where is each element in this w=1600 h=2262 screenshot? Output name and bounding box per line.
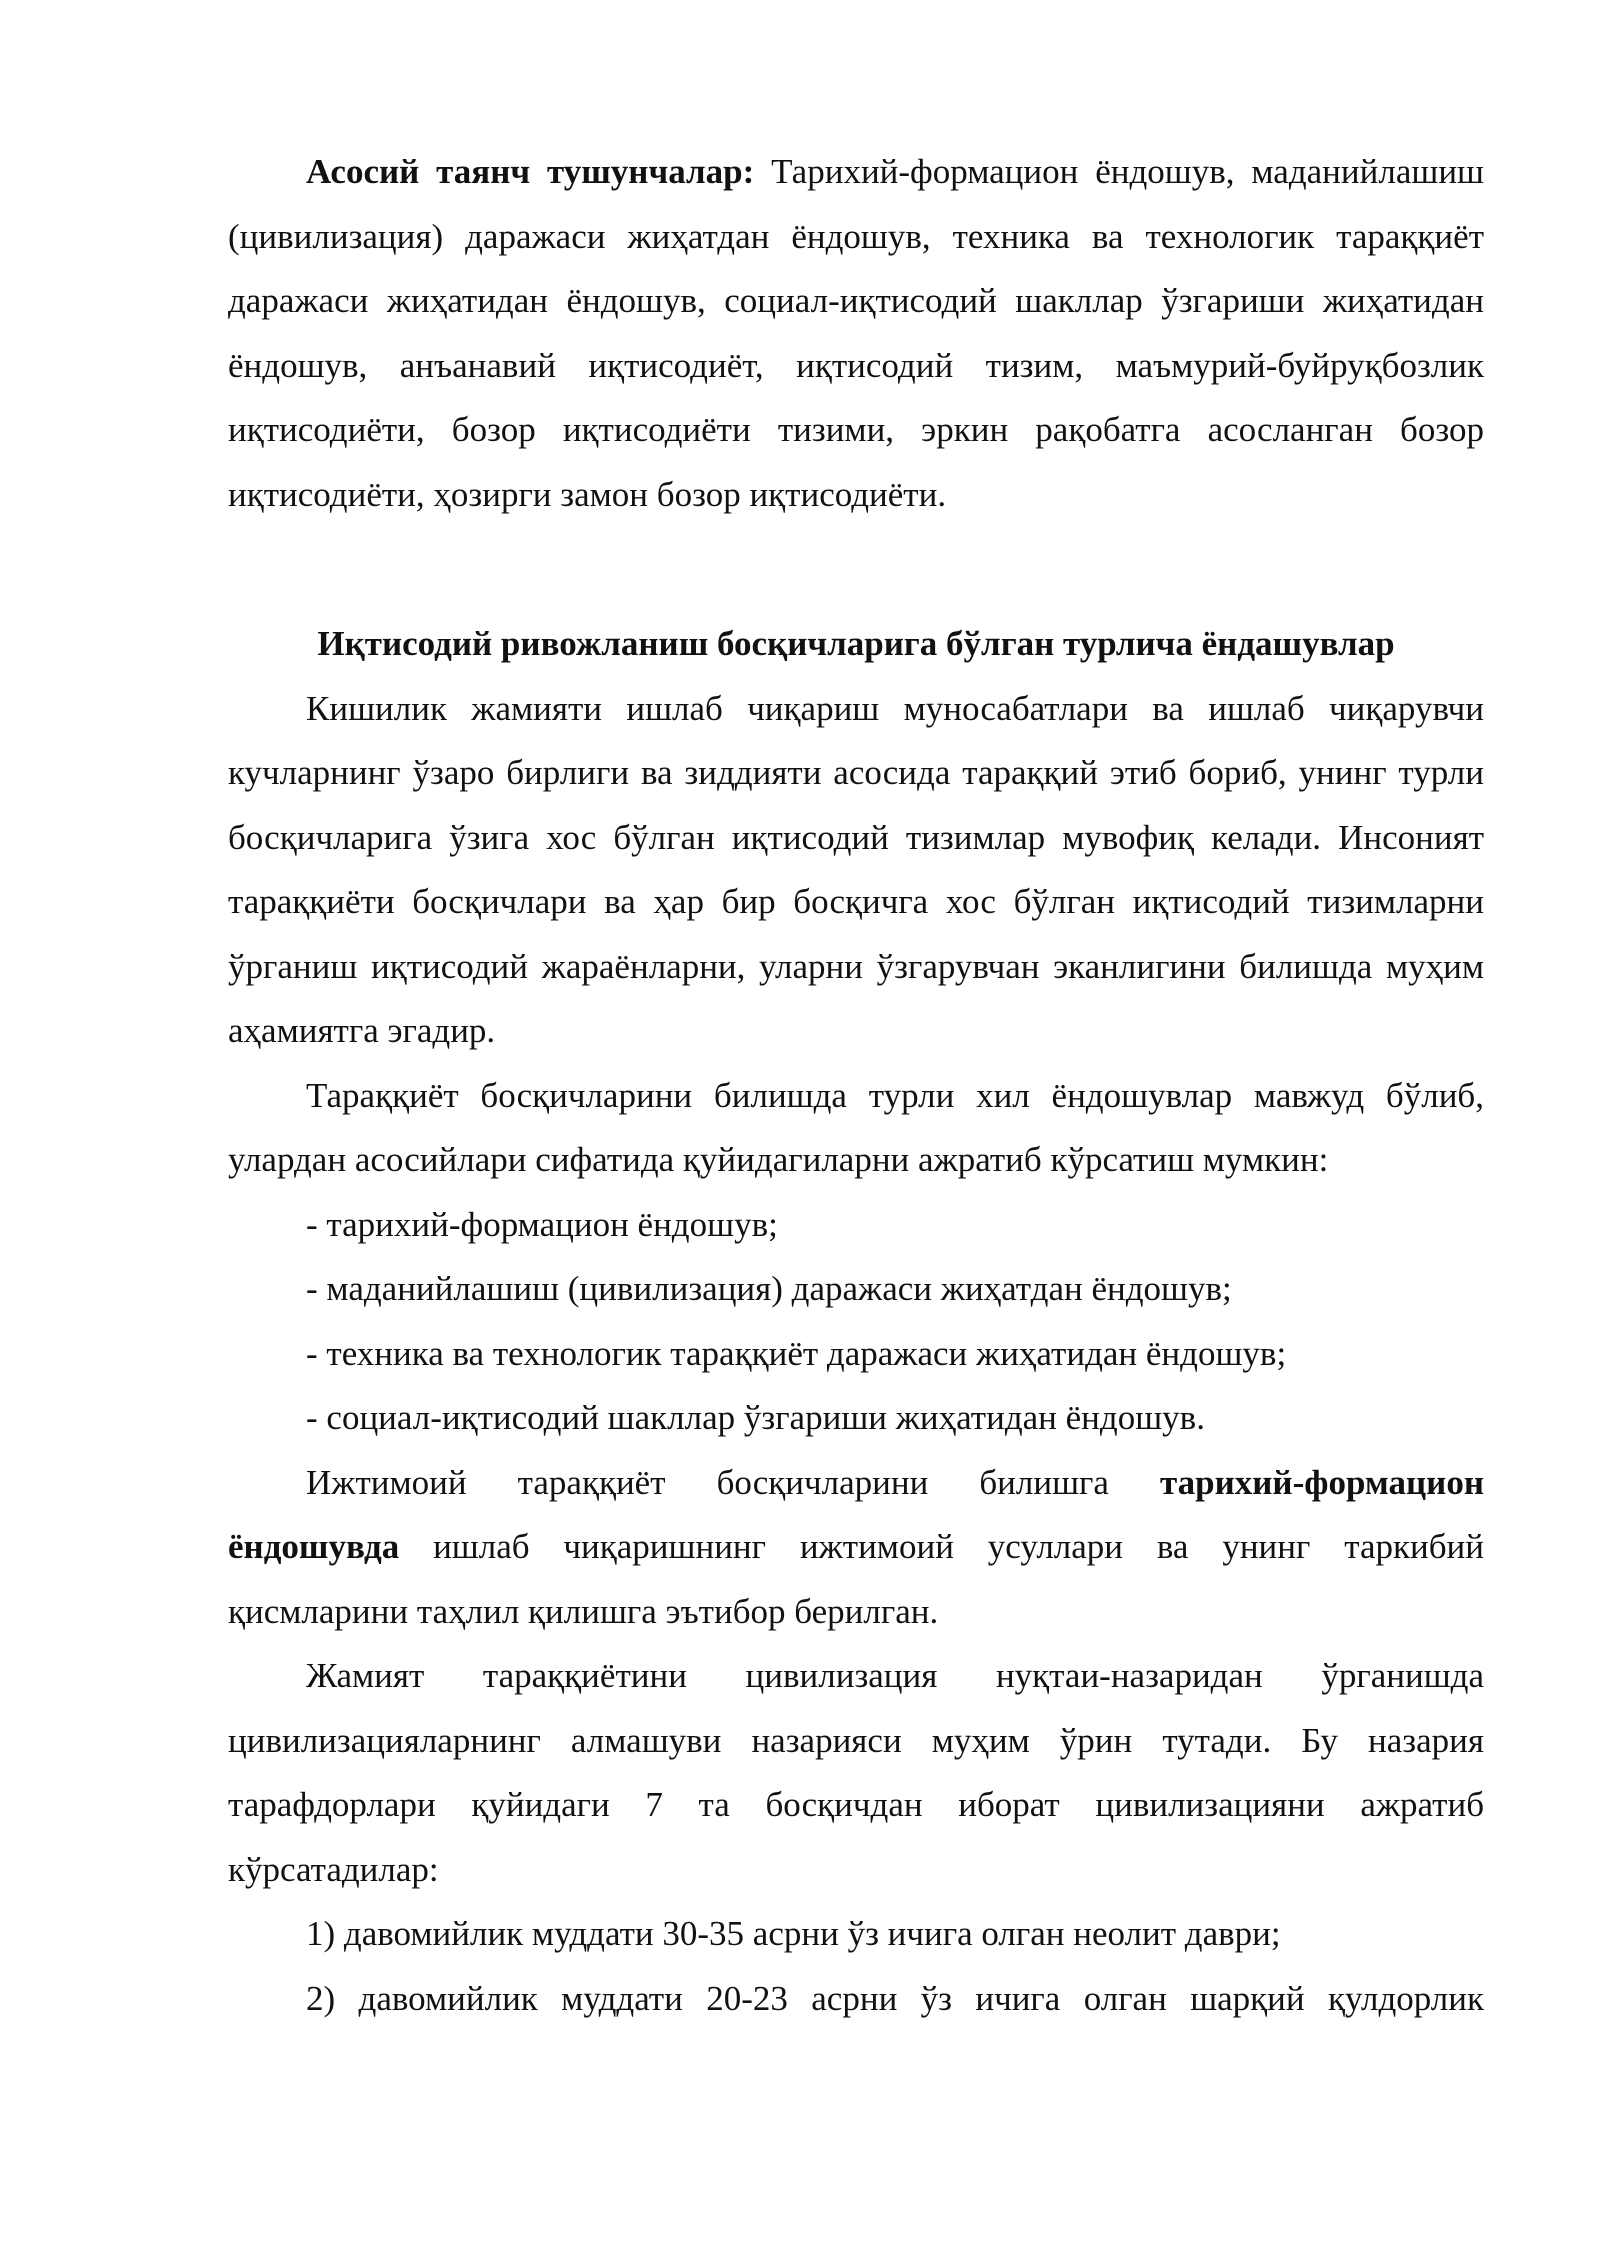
section-heading: Иқтисодий ривожланиш босқичларига бўлган турлича ёндашувлар (317, 624, 1395, 663)
paragraph-3-end: ишлаб чиқаришнинг ижтимоий усуллари ва унинг таркибий қисмларини таҳлил қилишга эътибор берилган. (228, 1527, 1484, 1631)
list-item: - техника ва технологик тараққиёт даражаси жиҳатидан ёндошув; (306, 1333, 1287, 1373)
key-terms-paragraph (228, 140, 1484, 527)
key-terms-label: Асосий таянч тушунчалар: (306, 152, 755, 191)
paragraph-3-bold-term: тарихий-формацион ёндошувда (228, 1462, 1484, 1566)
paragraph-4: Жамият тараққиётини цивилизация нуқтаи-назаридан ўрганишда цивилизацияларнинг алмашуви назарияси муҳим ўрин тутади. Бу назария тарафдорлари қуйидаги 7 та босқичдан иборат цивилизацияни ажратиб кўрсатадилар: (228, 1656, 1484, 1889)
list-item: - социал-иқтисодий шакллар ўзгариши жиҳатидан ёндошув. (306, 1398, 1205, 1437)
paragraph-1: Кишилик жамияти ишлаб чиқариш муносабатлари ва ишлаб чиқарувчи кучларнинг ўзаро бирлиги ва зиддияти асосида тараққий этиб бориб, унинг турли босқичларига ўзига хос бўлган иқтисодий тизимлар мувофиқ келади. Инсоният тараққиёти босқичлари ва ҳар бир босқичга хос бўлган иқтисодий тизимларни ўрганиш иқтисодий жараёнларни, уларни ўзгарувчан эканлигини билишда муҳим аҳамиятга эгадир. (228, 688, 1484, 1050)
paragraph-3 (228, 1451, 1484, 1645)
numbered-item: 1) давомийлик муддати 30-35 асрни ўз ичига олган неолит даври; (306, 1914, 1281, 1953)
list-item: - маданийлашиш (цивилизация) даражаси жиҳатдан ёндошув; (306, 1269, 1232, 1308)
list-item: - тарихий-формацион ёндошув; (306, 1204, 778, 1244)
paragraph-3-start: Ижтимоий тараққиёт босқичларини билишга (306, 1462, 1109, 1502)
key-terms-text: Тарихий-формацион ёндошув, маданийлашиш (цивилизация) даражаси жиҳатдан ёндошув, техника ва технологик тараққиёт даражаси жиҳатидан ёндошув, социал-иқтисодий шакллар ўзгариши жиҳатидан ёндошув, анъанавий иқтисодиёт, иқтисодий тизим, маъмурий-буйруқбозлик иқтисодиёти, бозор иқтисодиёти тизими, эркин рақобатга асосланган бозор иқтисодиёти, ҳозирги замон бозор иқтисодиёти. (228, 152, 1485, 514)
section-spacer (228, 527, 1484, 612)
numbered-item: 2) давомийлик муддати 20-23 асрни ўз ичига олган шарқий қулдорлик (306, 1978, 1484, 2018)
paragraph-2: Тараққиёт босқичларини билишда турли хил ёндошувлар мавжуд бўлиб, улардан асосийлари сифатида қуйидагиларни ажратиб кўрсатиш мумкин: (228, 1075, 1484, 1179)
text-body (228, 140, 1484, 2031)
